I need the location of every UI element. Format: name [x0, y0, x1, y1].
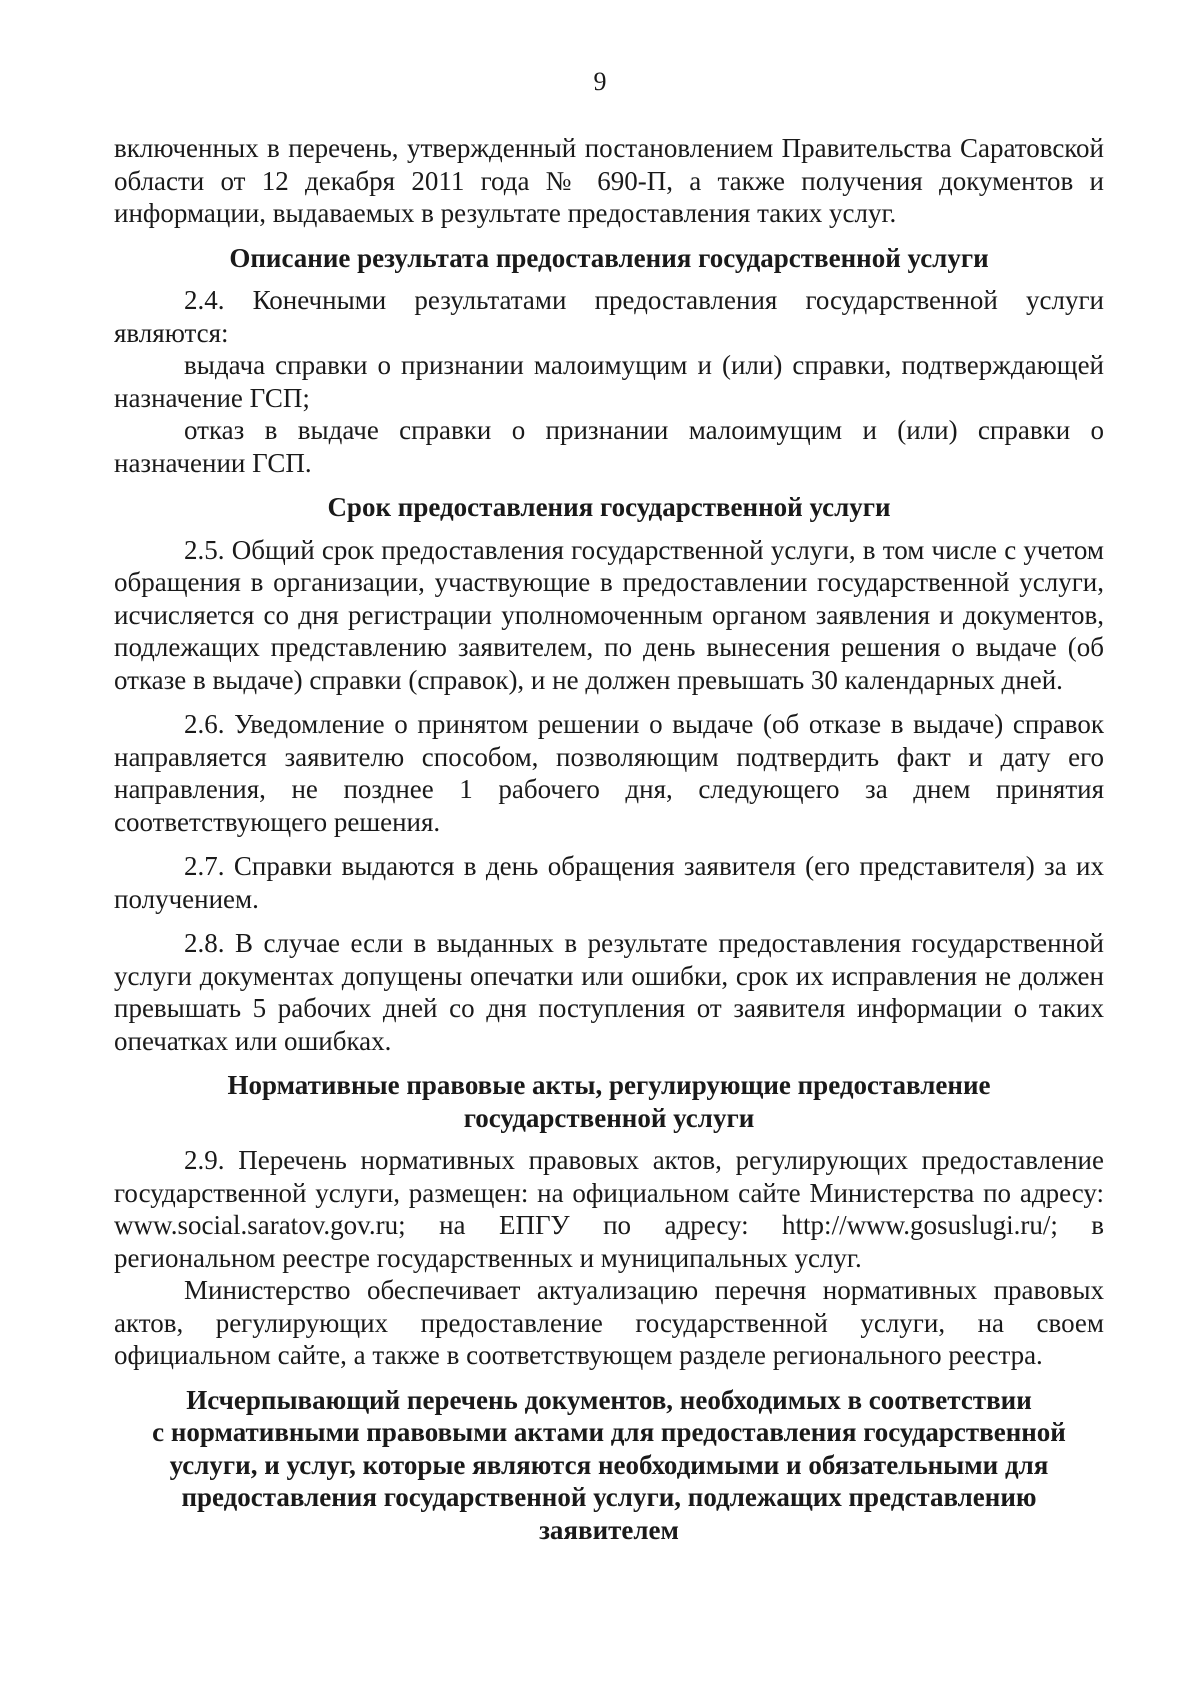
paragraph-2-6: 2.6. Уведомление о принятом решении о выдаче (об отказе в выдаче) справок направляется заявителю способом, позволяющим подтвердить факт и дату его направления, не позднее 1 рабочего дня, следующего за днем принятия соответствующего решения.	[114, 709, 1104, 837]
heading-result-description: Описание результата предоставления государственной услуги	[229, 242, 989, 273]
heading-documents-list	[114, 1384, 1104, 1547]
heading-documents-list-line-3: услуги, и услуг, которые являются необходимыми и обязательными для	[169, 1449, 1049, 1480]
paragraph-2-4: 2.4. Конечными результатами предоставления государственной услуги являются:	[114, 285, 1104, 348]
heading-documents-list-line-5: заявителем	[539, 1514, 679, 1545]
heading-documents-list-line-1: Исчерпывающий перечень документов, необходимых в соответствии	[186, 1384, 1032, 1415]
paragraph-2-7: 2.7. Справки выдаются в день обращения заявителя (его представителя) за их получением.	[114, 851, 1104, 914]
paragraph-intro: включенных в перечень, утвержденный постановлением Правительства Саратовской области от 12 декабря 2011 года № 690-П, а также получения документов и информации, выдаваемых в результате предоставления таких услуг.	[114, 133, 1104, 228]
heading-legal-acts-line-1: Нормативные правовые акты, регулирующие предоставление	[227, 1070, 991, 1100]
page-number: 9	[593, 67, 607, 96]
heading-documents-list-line-2: с нормативными правовыми актами для предоставления государственной	[152, 1417, 1066, 1447]
heading-legal-acts	[114, 1069, 1104, 1134]
document-body	[114, 132, 1104, 1546]
paragraph-2-4-item-issue: выдача справки о признании малоимущим и (или) справки, подтверждающей назначение ГСП;	[114, 350, 1104, 413]
heading-service-term: Срок предоставления государственной услуги	[327, 492, 891, 522]
paragraph-2-9: 2.9. Перечень нормативных правовых актов, регулирующих предоставление государственной услуги, размещен: на официальном сайте Министерства по адресу: www.social.saratov.gov.ru; на ЕПГУ по адресу: http://www.gosuslugi.ru/; в региональном реестре государственных и муниципальных услуг.	[114, 1145, 1104, 1273]
paragraph-2-4-item-refusal: отказ в выдаче справки о признании малоимущим и (или) справки о назначении ГСП.	[114, 415, 1104, 478]
paragraph-2-9-ministry: Министерство обеспечивает актуализацию перечня нормативных правовых актов, регулирующих предоставление государственной услуги, на своем официальном сайте, а также в соответствующем разделе регионального реестра.	[114, 1275, 1104, 1370]
paragraph-2-8: 2.8. В случае если в выданных в результате предоставления государственной услуги документах допущены опечатки или ошибки, срок их исправления не должен превышать 5 рабочих дней со дня поступления от заявителя информации о таких опечатках или ошибках.	[114, 928, 1104, 1056]
paragraph-2-5: 2.5. Общий срок предоставления государственной услуги, в том числе с учетом обращения в организации, участвующие в предоставлении государственной услуги, исчисляется со дня регистрации уполномоченным органом заявления и документов, подлежащих представлению заявителем, по день вынесения решения о выдаче (об отказе в выдаче) справки (справок), и не должен превышать 30 календарных дней.	[114, 534, 1104, 695]
heading-documents-list-line-4: предоставления государственной услуги, подлежащих представлению	[181, 1482, 1037, 1512]
heading-legal-acts-line-2: государственной услуги	[463, 1102, 755, 1133]
